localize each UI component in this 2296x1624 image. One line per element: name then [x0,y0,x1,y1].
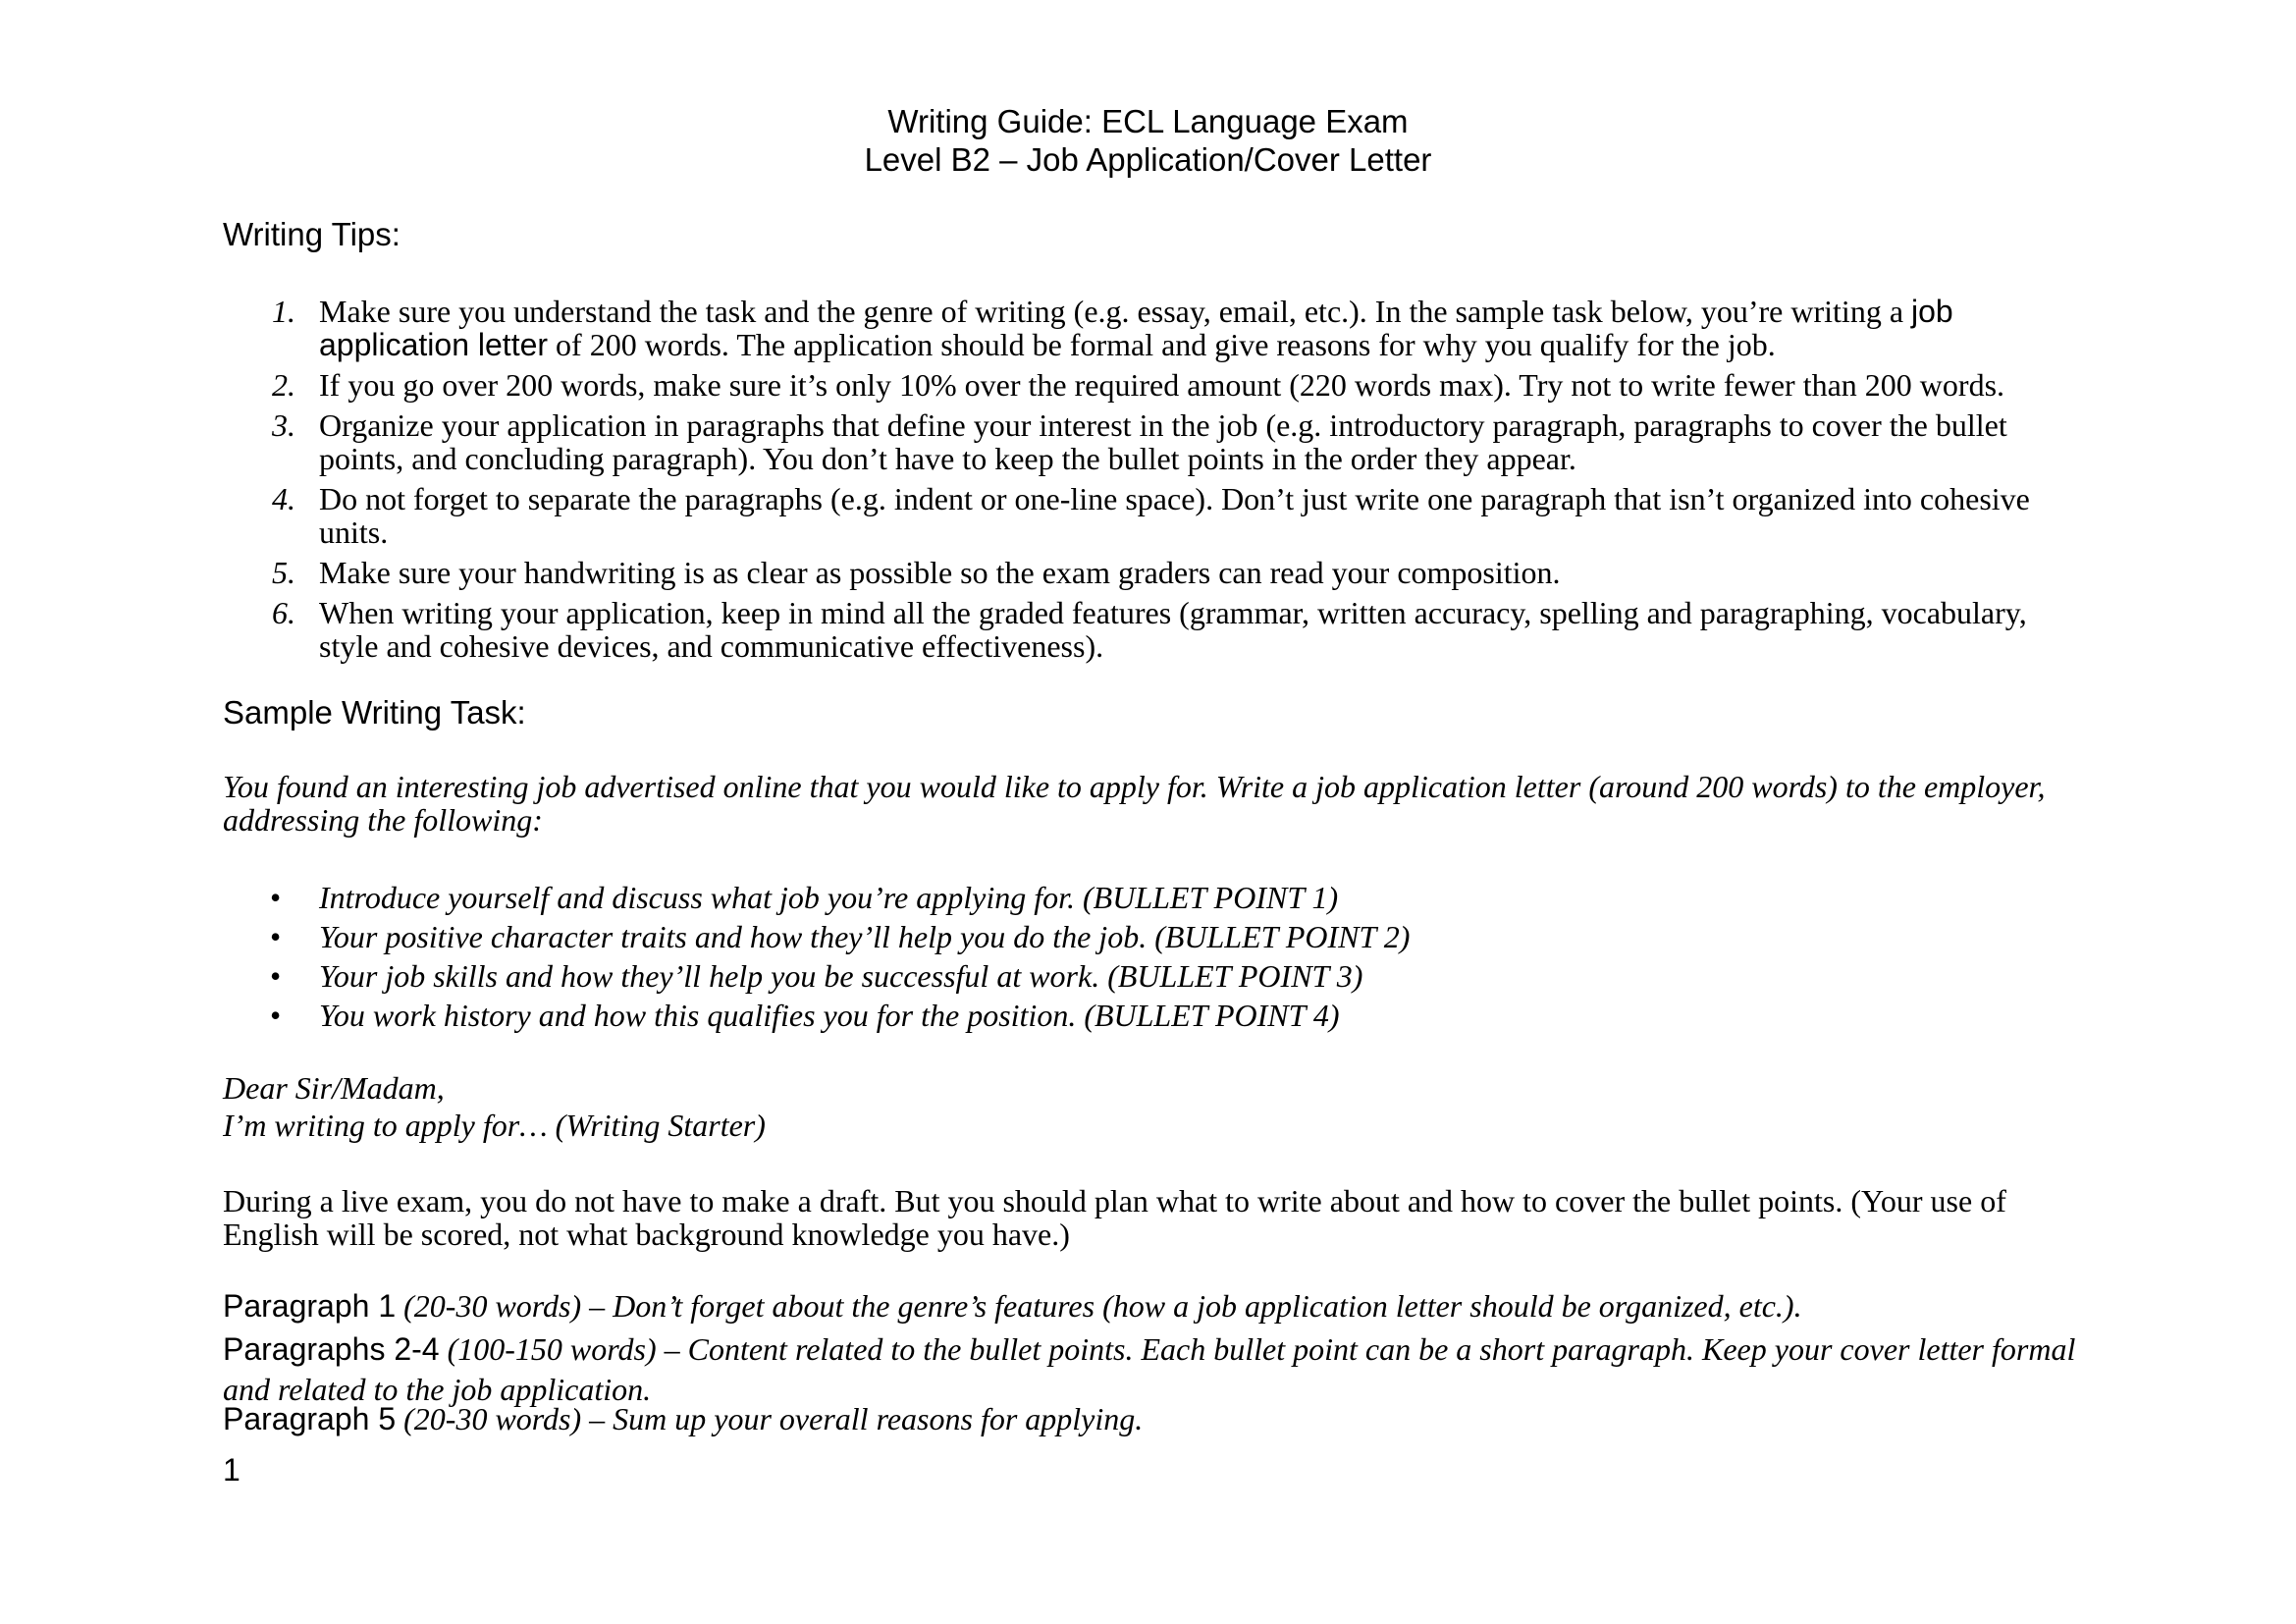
sample-task-heading: Sample Writing Task: [223,694,526,731]
list-item [223,996,1410,1035]
tip-text: If you go over 200 words, make sure it’s only 10% over the required amount (220 words max). Try not to write fewer than 200 words. [319,367,2005,403]
list-item [223,596,2058,663]
salutation: Dear Sir/Madam, [223,1070,445,1106]
list-item [223,917,1410,956]
bullet-text: Your positive character traits and how they’ll help you do the job. (BULLET POINT 2) [319,919,1411,954]
tip-text: of 200 words. The application should be formal and give reasons for why you qualify for the job. [548,327,1776,362]
paragraph-label: Paragraph 1 [223,1288,397,1324]
list-item [223,408,2058,475]
paragraph-plan-row [223,1289,2127,1329]
list-number: 2. [272,367,295,403]
task-bullet-list [223,878,1410,1035]
title-line-1: Writing Guide: ECL Language Exam [887,103,1409,139]
live-exam-note: During a live exam, you do not have to make a draft. But you should plan what to write about and how to cover the bullet points. (Your use of English will be scored, not what background knowledge you have.) [223,1183,2006,1252]
page-number: 1 [223,1452,240,1488]
list-number: 1. [272,294,295,329]
bullet-icon: • [270,919,282,954]
list-number: 3. [272,407,295,443]
paragraph-plan-row [223,1402,2127,1442]
task-prompt: You found an interesting job advertised online that you would like to apply for. Write a job application letter (around 200 words) to the employer, addressing the following: [223,769,2046,838]
title-line-2: Level B2 – Job Application/Cover Letter [864,141,1432,178]
tip-text: When writing your application, keep in mind all the graded features (grammar, written accuracy, spelling and paragraphing, vocabulary, style and cohesive devices, and communicative effectiveness). [319,595,2027,664]
list-item [223,878,1410,917]
bullet-icon: • [270,998,282,1033]
writing-tips-heading: Writing Tips: [223,216,400,252]
tip-highlight: job application letter [319,294,1953,362]
bullet-text: Introduce yourself and discuss what job you’re applying for. (BULLET POINT 1) [319,880,1339,915]
writing-tips-list [223,295,2058,670]
list-item [223,556,2058,589]
tip-text: Make sure your handwriting is as clear as possible so the exam graders can read your composition. [319,555,1561,590]
paragraph-desc: (20-30 words) – Don’t forget about the genre’s features (how a job application letter should be organized, etc.). [396,1288,1802,1324]
bullet-text: You work history and how this qualifies you for the position. (BULLET POINT 4) [319,998,1340,1033]
tip-text: Make sure you understand the task and the genre of writing (e.g. essay, email, etc.). In the sample task below, you’re writing a [319,294,1912,329]
bullet-text: Your job skills and how they’ll help you be successful at work. (BULLET POINT 3) [319,958,1363,994]
list-item [223,368,2058,402]
paragraph-desc: (100-150 words) – Content related to the bullet points. Each bullet point can be a short paragraph. Keep your cover letter formal and related to the job application. [223,1331,2076,1407]
writing-starter: I’m writing to apply for… (Writing Starter) [223,1108,766,1143]
tip-text: Organize your application in paragraphs that define your interest in the job (e.g. introductory paragraph, paragraphs to cover the bullet points, and concluding paragraph). You don’t have to keep the bullet points in the order they appear. [319,407,2007,476]
tip-text: Do not forget to separate the paragraphs (e.g. indent or one-line space). Don’t just write one paragraph that isn’t organized into cohesive units. [319,481,2030,550]
paragraph-label: Paragraph 5 [223,1401,397,1436]
list-item [223,956,1410,996]
list-number: 5. [272,555,295,590]
paragraph-label: Paragraphs 2-4 [223,1331,440,1367]
list-number: 6. [272,595,295,630]
paragraph-desc: (20-30 words) – Sum up your overall reasons for applying. [396,1401,1144,1436]
letter-starter [223,1069,766,1144]
bullet-icon: • [270,880,282,915]
bullet-icon: • [270,958,282,994]
list-item [223,482,2058,549]
document-title [0,102,2296,179]
list-number: 4. [272,481,295,516]
list-item [223,295,2058,361]
